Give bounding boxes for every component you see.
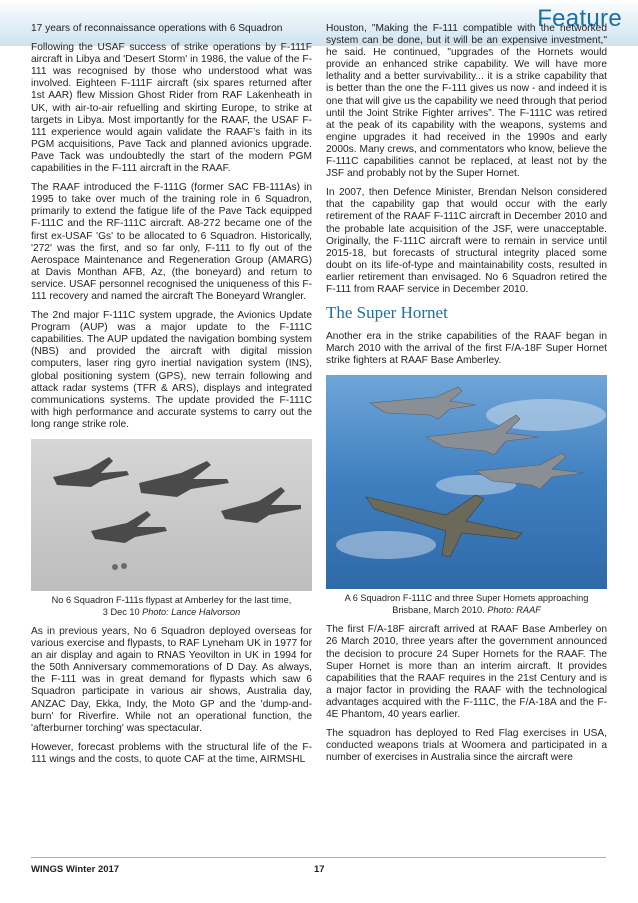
f111-super-hornets-photo xyxy=(326,375,607,589)
figure-caption xyxy=(31,595,312,618)
paragraph: Following the USAF success of strike operations by F-111F aircraft in Libya and 'Desert Storm' in 1986, the value of the F-111 was recognised by those who understood what was involved. Eighteen F-111F aircraft (six spares returned after 1st AAR) flew Mission Ghost Rider from RAF Lakenheath in UK, with air-to-air refuelling and skirting Europe, to strike at targets in Libya. Most importantly for the RAAF, the USAF F-111 experience would again validate the RAAF’s faith in its PGM acquisitions, Pave Tack and planned avionics upgrade. Pave Tack was undoubtedly the start of the modern PGM capabilities in the F-111 aircraft in the RAAF. xyxy=(31,42,312,175)
figure-flypast xyxy=(31,439,312,618)
flypast-image xyxy=(31,439,312,591)
paragraph: However, forecast problems with the structural life of the F-111 wings and the costs, to quote CAF at the time, AIRMSHL xyxy=(31,741,312,765)
paragraph: Another era in the strike capabilities of the RAAF began in March 2010 with the arrival of the first F/A-18F Super Hornet strike fighters at RAAF Base Amberley. xyxy=(326,331,607,367)
paragraph: The squadron has deployed to Red Flag exercises in USA, conducted weapons trials at Woomera and participated in a number of exercises in Australia since the aircraft were xyxy=(326,728,607,764)
paragraph: As in previous years, No 6 Squadron deployed overseas for various exercise and flypasts, to RAF Lyneham UK in 1977 for an air display and again to RNAS Yeovilton in UK in 1994 for the 50th Anniversary commemorations of D Day. As always, the F-111 was in great demand for flypasts which saw 6 Squadron participate in various air shows, Australia day, ANZAC Day, Ekka, Indy, the Moto GP and the 'dump-and-burn' for Riverfire. While not an operational function, the 'afterburner torching' was spectacular. xyxy=(31,626,312,734)
super-hornets-image xyxy=(326,375,607,589)
f111-flypast-photo xyxy=(31,439,312,591)
section-heading: The Super Hornet xyxy=(326,303,448,323)
paragraph: 17 years of reconnaissance operations with 6 Squadron xyxy=(31,23,283,34)
figure-caption xyxy=(326,593,607,616)
paragraph: The 2nd major F-111C system upgrade, the Avionics Update Program (AUP) was a major update to the F-111C capabilities. The AUP updated the navigation bombing system (NBS) and provided the aircraft with digital mission computers, laser ring gyro inertial navigation system (INS), global positioning system (GPS), new terrain following and attack radar systems (TFR & ARS), displays and integrated communications systems. The update provided the F-111C with high performance and accurate systems to carry out the long range strike role. xyxy=(31,310,312,430)
section-title: Feature xyxy=(537,5,622,32)
caption-text: A 6 Squadron F-111C and three Super Hornets approaching xyxy=(344,593,589,604)
paragraph: The RAAF introduced the F-111G (former SAC FB-111As) in 1995 to take over much of the training role in 6 Squadron, primarily to extend the fatigue life of the Pave Tack equipped F-111C and the RF-111C aircraft. A8-272 became one of the first ex-USAF 'Gs' to be allocated to 6 Squadron. Historically, '272' was the first, and so far only, F-111 to fly out of the Aerospace Maintenance and Regeneration Group (AMARG) at Davis Monthan AFB, Az, (the boneyard) and return to service. USAF personnel recognised the uniqueness of this F-111 recovery and named the aircraft The Boneyard Wrangler. xyxy=(31,182,312,302)
photo-credit: Photo: Lance Halvorson xyxy=(142,606,241,617)
paragraph: The first F/A-18F aircraft arrived at RAAF Base Amberley on 26 March 2010, three years after the government announced the decision to procure 24 Super Hornets for the RAAF. The Super Hornet is more than an interim aircraft. It provides capabilities that the RAAF requires in the 21st Century and is a major factor in providing the RAAF with the technological advantages acquired with the F-111C, the F/A-18A and the F-4E Phantom, 40 years earlier. xyxy=(326,624,607,720)
caption-text-line2: Brisbane, March 2010. xyxy=(392,604,485,615)
paragraph: In 2007, then Defence Minister, Brendan Nelson considered that the capability gap that would occur with the early retirement of the RAAF F-111C aircraft in December 2010 and the probable late acquisition of the JSF, were unacceptable. Originally, the F-111C aircraft were to remain in service until 2015-18, but forecasts of structural integrity placed some doubt on its life-of-type and maintainability costs, resulted in earlier retirement than envisaged. No 6 Squadron retired the F-111 from RAAF service in December 2010. xyxy=(326,187,607,295)
paragraph: Houston, "Making the F-111 compatible with the networked system can be done, but it will be an expensive investment," he said. He continued, "upgrades of the Hornets would provide an enhanced strike capability. We will have more lethality and a better survivability... it is a strike capability that is better than the one the F-111 gives us now - and indeed it is one that will give us the capability we need through that period until the Joint Strike Fighter arrives”. The F-111C was retired at the peak of its capability with the weapons, systems and engine upgrades it had received in the 1990s and early 2000s. Many crews, and commentators who know, believe the F-111C capabilities cannot be replaced, at least not by the JSF and probably not by the Super Hornet. xyxy=(326,23,607,180)
caption-text-line2: 3 Dec 10 xyxy=(102,606,140,617)
figure-super-hornets xyxy=(326,375,607,616)
left-column xyxy=(31,23,312,773)
right-column xyxy=(326,23,607,771)
footer-rule xyxy=(31,857,606,858)
footer-publication: WINGS Winter 2017 xyxy=(31,864,120,875)
page-number: 17 xyxy=(314,864,325,875)
photo-credit: Photo: RAAF xyxy=(487,604,541,615)
caption-text: No 6 Squadron F-111s flypast at Amberley for the last time, xyxy=(51,595,292,605)
